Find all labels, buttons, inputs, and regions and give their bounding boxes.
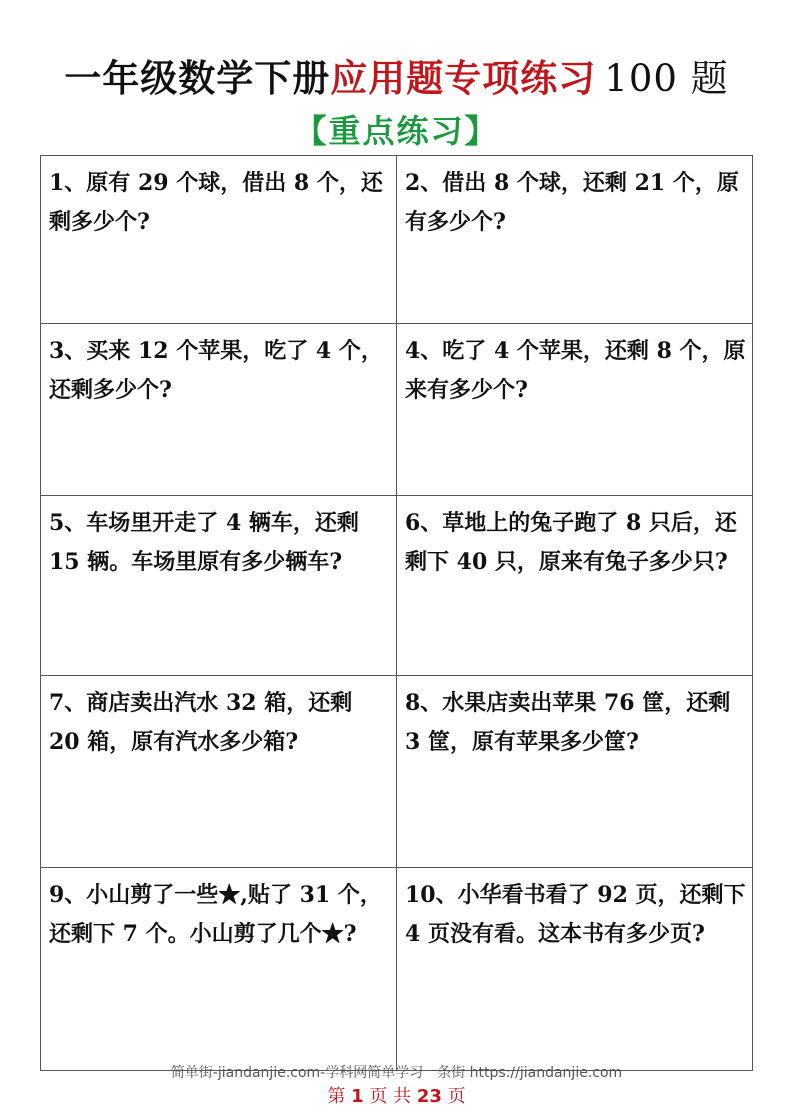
problem-cell-3: 3、买来 12 个苹果，吃了 4 个，还剩多少个? — [41, 324, 397, 496]
problem-cell-9: 9、小山剪了一些★,贴了 31 个，还剩下 7 个。小山剪了几个★? — [41, 868, 397, 1070]
problem-cell-8: 8、水果店卖出苹果 76 筐，还剩 3 筐，原有苹果多少筐? — [397, 676, 752, 868]
page-title — [0, 48, 793, 102]
problem-cell-10: 10、小华看书看了 92 页，还剩下 4 页没有看。这本书有多少页? — [405, 882, 746, 947]
page-subtitle: 【重点练习】 — [294, 112, 499, 150]
problem-cell-6: 6、草地上的兔子跑了 8 只后，还剩下 40 只，原来有兔子多少只? — [397, 496, 752, 676]
problem-cell-4: 4、吃了 4 个苹果，还剩 8 个，原来有多少个? — [397, 324, 752, 496]
title-count: 100 题 — [604, 57, 729, 100]
problem-cell-1: 1、原有 29 个球，借出 8 个，还剩多少个? — [41, 156, 397, 324]
page-prefix: 第 — [327, 1086, 346, 1107]
page-indicator — [0, 1082, 793, 1108]
title-highlight: 应用题专项练习 — [330, 56, 597, 100]
problem-cell-7: 7、商店卖出汽水 32 箱，还剩 20 箱，原有汽水多少箱? — [41, 676, 397, 868]
problem-grid — [40, 155, 753, 1071]
title-main: 一年级数学下册 — [64, 56, 331, 100]
page-suffix: 页 — [447, 1086, 466, 1107]
footer-url[interactable]: 简单街-jiandanjie.com-学科网简单学习一条街 https://jiandanjie.com — [170, 1065, 623, 1081]
problem-cell-2: 2、借出 8 个球，还剩 21 个，原有多少个? — [397, 156, 752, 324]
page-current: 1 — [351, 1086, 364, 1107]
page-total: 23 — [416, 1086, 442, 1107]
page-middle: 页 共 — [369, 1086, 412, 1107]
problem-cell-5: 5、车场里开走了 4 辆车，还剩 15 辆。车场里原有多少辆车? — [41, 496, 397, 676]
